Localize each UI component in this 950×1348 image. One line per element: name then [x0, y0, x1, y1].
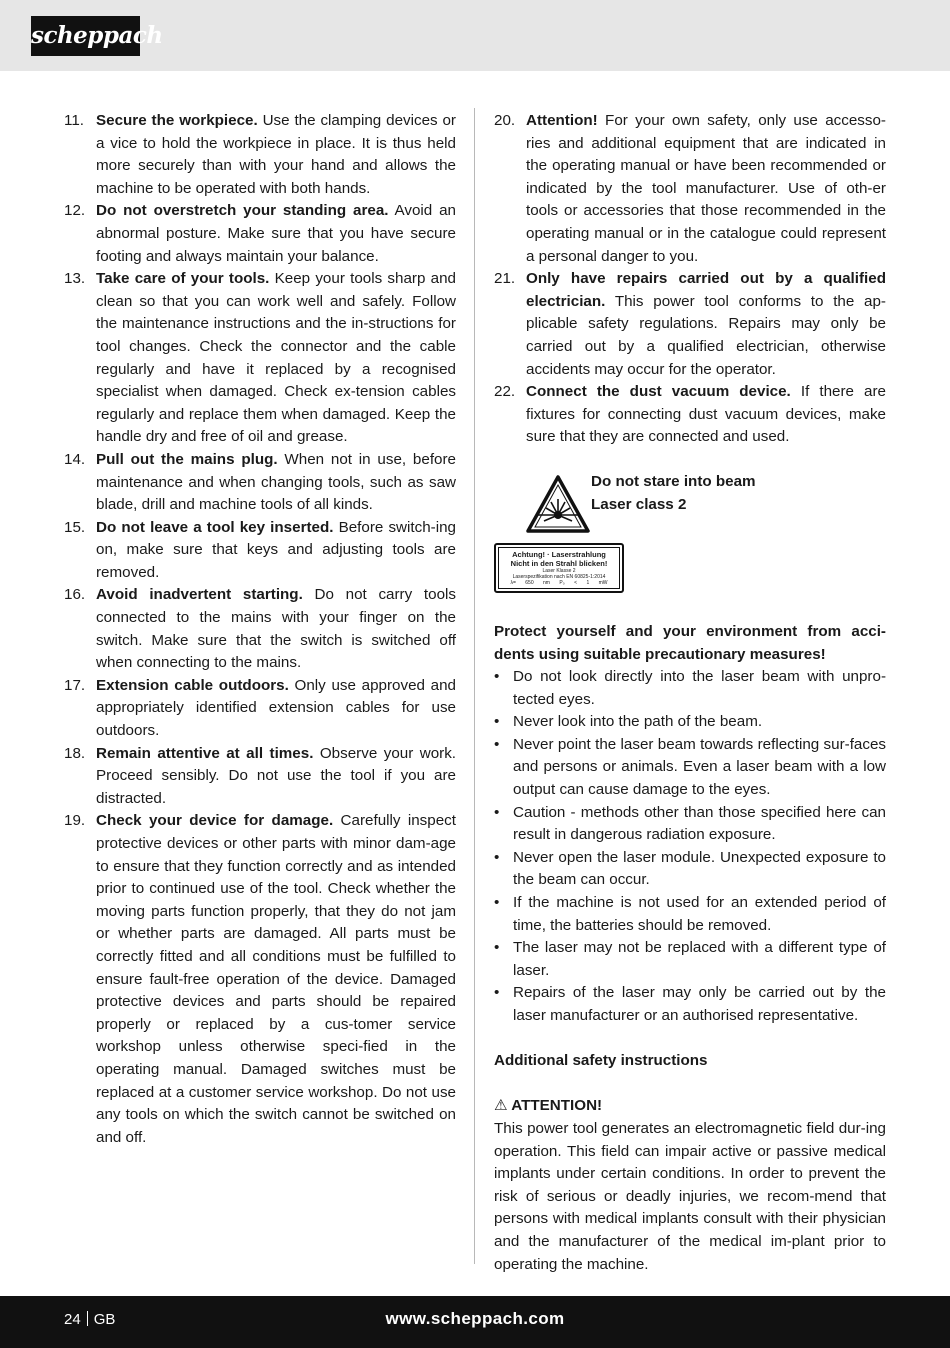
bullet-item: • Never point the laser beam towards reflecting sur-faces and persons or animals. Even a laser beam with a low output can cause damage to the eyes.	[494, 734, 886, 802]
item-number: 14.	[64, 450, 86, 468]
item-number: 21.	[494, 270, 516, 288]
item-number: 16.	[64, 586, 86, 604]
safety-item	[64, 200, 456, 268]
item-text: Observe your work. Proceed sensibly. Do not use the tool if you are distracted.	[96, 744, 457, 807]
item-title: Do not leave a tool key inserted.	[96, 518, 334, 536]
warning-triangle-icon: ⚠	[494, 1097, 508, 1115]
right-column	[494, 110, 886, 1276]
footer-bar	[0, 1296, 950, 1348]
laser-class-label	[494, 543, 624, 593]
item-number: 18.	[64, 744, 86, 762]
bullet-item: • Do not look directly into the laser beam with unpro-tected eyes.	[494, 666, 886, 711]
safety-item	[64, 584, 456, 674]
item-text: Before switch-ing on, make sure that keys and adjusting tools are removed.	[96, 518, 456, 581]
item-title: Attention!	[526, 112, 598, 129]
safety-item	[494, 110, 886, 268]
safety-item	[64, 110, 456, 200]
item-text: Use the clamping devices or a vice to hold the workpiece in place. It is thus held more securely than with your hand and allows the machine to be operated with both hands.	[96, 112, 456, 197]
item-title: Check your device for damage.	[96, 812, 334, 830]
laser-warning-icon	[526, 475, 590, 533]
item-text: When not in use, before maintenance and when changing tools, such as saw blade, drill and machine tools of all kinds.	[96, 450, 456, 514]
laser-label-line4: Laserspezifikation nach EN 60825-1:2014	[512, 573, 606, 580]
additional-heading: Additional safety instructions	[494, 1052, 708, 1070]
item-text: If there are fixtures for connecting dust vacuum devices, make sure that they are connected and used.	[526, 383, 886, 446]
emf-paragraph: This power tool generates an electromagnetic field dur-ing operation. This field can impair active or passive medical implants under certain conditions. In order to prevent the risk of serious or deadly injuries, we recom-mend that persons with medical implants consult with their physician and the manufacturer of the medical im-plant prior to operating the machine.	[494, 1119, 886, 1273]
safety-item	[64, 810, 456, 1149]
website-url[interactable]: www.scheppach.com	[385, 1309, 565, 1328]
item-title: Avoid inadvertent starting.	[96, 586, 303, 604]
laser-caption-line2: Laser class 2	[591, 495, 687, 513]
safety-item	[494, 381, 886, 449]
item-title: Pull out the mains plug.	[96, 450, 278, 468]
item-number: 22.	[494, 383, 516, 401]
item-number: 12.	[64, 202, 86, 220]
safety-item	[64, 743, 456, 811]
laser-label-line1: Achtung! · Laserstrahlung	[512, 549, 606, 559]
bullet-item: • Never open the laser module. Unexpected exposure to the beam can occur.	[494, 847, 886, 892]
safety-item	[64, 517, 456, 585]
left-column	[64, 110, 456, 1149]
item-title: Take care of your tools.	[96, 270, 270, 288]
laser-warning-block	[494, 471, 886, 621]
item-text: Avoid an abnormal posture. Make sure that you have secure footing and always maintain your balance.	[96, 202, 456, 265]
protect-bullet-list	[494, 666, 886, 1028]
brand-logo: scheppach	[31, 16, 140, 56]
right-safety-list	[494, 110, 886, 449]
safety-item	[64, 449, 456, 517]
left-safety-list	[64, 110, 456, 1149]
item-text: This power tool conforms to the ap-plicable safety regulations. Repairs may only be carried out by a qualified electrician, otherwise accidents may occur for the operator.	[526, 292, 886, 378]
item-number: 15.	[64, 518, 86, 536]
item-text: Keep your tools sharp and clean so that you can work well and safely. Follow the maintenance instructions and the in-structions for tool changes. Check the connector and the cable regularly and have it replaced by a recognised specialist when damaged. Check ex-tension cables regularly and replace them when damaged. Keep the handle dry and free of oil and grease.	[96, 270, 456, 446]
item-number: 11.	[64, 112, 84, 129]
item-number: 13.	[64, 270, 86, 288]
laser-caption-line1: Do not stare into beam	[591, 472, 756, 490]
item-text: Only use approved and appropriately identified extension cables for use outdoors.	[96, 676, 456, 740]
item-title: Remain attentive at all times.	[96, 744, 314, 762]
safety-item	[64, 268, 456, 449]
page-number: 24	[64, 1311, 81, 1328]
item-title: Extension cable outdoors.	[96, 676, 289, 694]
page-language: GB	[93, 1311, 116, 1328]
bullet-item: • If the machine is not used for an extended period of time, the batteries should be removed.	[494, 892, 886, 937]
laser-label-line3: Laser Klasse 2	[542, 567, 576, 574]
bullet-item: • Never look into the path of the beam.	[494, 711, 886, 734]
item-title: Do not overstretch your standing area.	[96, 202, 389, 220]
laser-label-line2: Nicht in den Strahl blicken!	[510, 558, 608, 568]
laser-label-line5: λ= 650 nm P₀ < 1 mW	[510, 579, 608, 586]
header-band	[0, 0, 950, 71]
item-number: 19.	[64, 812, 86, 830]
bullet-item: • The laser may not be replaced with a different type of laser.	[494, 937, 886, 982]
column-divider	[474, 108, 475, 1264]
attention-label: ATTENTION!	[511, 1097, 603, 1115]
safety-item	[494, 268, 886, 381]
item-text: Carefully inspect protective devices or other parts with minor dam-age to ensure that they function correctly and as intended prior to continued use of the tool. Check whether the moving parts function properly, that they do not jam or whether parts are damaged. All parts must be correctly fitted and all conditions must be fulfilled to ensure fault-free operation of the device. Damaged protective devices and parts should be repaired properly or replaced by a cus-tomer service workshop unless otherwise speci-fied in the operating manual. Damaged switches must be replaced at a customer service workshop. Do not use any tools on which the switch cannot be switched on and off.	[96, 812, 456, 1146]
item-title: Connect the dust vacuum device.	[526, 383, 791, 401]
bullet-item: • Caution - methods other than those specified here can result in dangerous radiation exposure.	[494, 802, 886, 847]
attention-heading	[494, 1095, 886, 1118]
item-title: Only have repairs carried out by a qualified electrician.	[526, 270, 886, 310]
laser-caption	[591, 471, 756, 516]
item-text: For your own safety, only use accesso-ries and additional equipment that are indicated in the operating manual or have been recommended or indicated by the tool manufacturer. Use of oth-er tools or accessories that those recommended in the operating manual or in the catalogue could represent a personal danger to you.	[526, 112, 886, 265]
bullet-item: • Repairs of the laser may only be carried out by the laser manufacturer or an authorised representative.	[494, 982, 886, 1027]
item-title: Secure the workpiece.	[96, 112, 258, 129]
item-number: 17.	[64, 676, 86, 694]
item-text: Do not carry tools connected to the mains with your finger on the switch. Make sure that the switch is switched off when connecting to the mains.	[96, 586, 456, 672]
protect-heading: Protect yourself and your environment from acci-dents using suitable precautionary measures!	[494, 622, 886, 663]
item-number: 20.	[494, 112, 516, 129]
safety-item	[64, 675, 456, 743]
